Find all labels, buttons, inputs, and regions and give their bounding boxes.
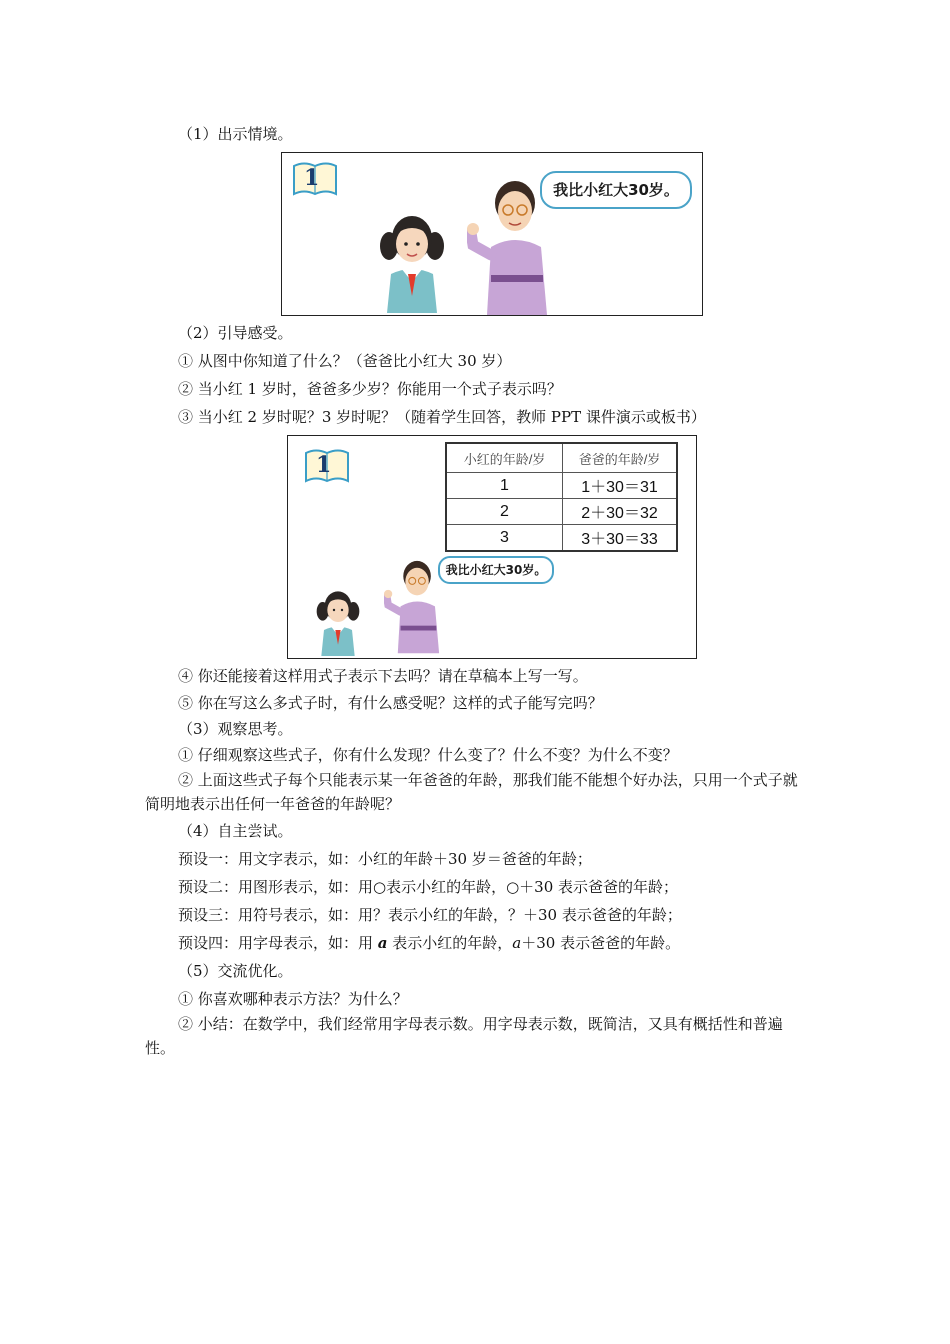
table-header-father: 爸爸的年龄/岁 bbox=[563, 443, 678, 473]
table-row bbox=[446, 525, 677, 552]
table-cell: 1＋30＝31 bbox=[563, 473, 678, 499]
preset-4-text-c: ＋30 表示爸爸的年龄。 bbox=[521, 934, 681, 952]
girl-xiaohong-icon bbox=[377, 208, 447, 313]
step4-preset-3: 预设三：用符号表示，如：用？表示小红的年龄，？＋30 表示爸爸的年龄； bbox=[178, 906, 682, 924]
step2-question-1: ① 从图中你知道了什么？（爸爸比小红大 30 岁） bbox=[178, 352, 512, 370]
step2-question-3: ③ 当小红 2 岁时呢？3 岁时呢？（随着学生回答，教师 PPT 课件演示或板书） bbox=[178, 408, 706, 426]
father-icon bbox=[384, 556, 446, 654]
table-cell: 3＋30＝33 bbox=[563, 525, 678, 552]
step5-summary: ② 小结：在数学中，我们经常用字母表示数。用字母表示数，既简洁，又具有概括性和普遍性。 bbox=[145, 1015, 783, 1057]
speech-bubble: 我比小红大30岁。 bbox=[438, 556, 554, 584]
step2-question-2: ② 当小红 1 岁时，爸爸多少岁？你能用一个式子表示吗？ bbox=[178, 380, 562, 398]
step4-preset-4 bbox=[178, 932, 680, 954]
table-row bbox=[446, 473, 677, 499]
table-cell: 1 bbox=[446, 473, 563, 499]
preset-4-text-a: 预设四：用字母表示，如：用 bbox=[178, 934, 378, 952]
step3-question-2: ② 上面这些式子每个只能表示某一年爸爸的年龄，那我们能不能想个好办法，只用一个式子就简明地表示出任何一年爸爸的年龄呢？ bbox=[145, 771, 798, 813]
step1-label: （1）出示情境。 bbox=[178, 125, 293, 143]
step4-preset-2: 预设二：用图形表示，如：用○表示小红的年龄，○＋30 表示爸爸的年龄； bbox=[178, 878, 679, 896]
table-row bbox=[446, 499, 677, 525]
step2-question-5: ⑤ 你在写这么多式子时，有什么感受呢？这样的式子能写完吗？ bbox=[178, 694, 603, 712]
variable-a: a bbox=[512, 934, 522, 952]
variable-a: a bbox=[377, 934, 388, 952]
book-number: 1 bbox=[304, 165, 320, 191]
step5-question-1: ① 你喜欢哪种表示方法？为什么？ bbox=[178, 990, 408, 1008]
table-cell: 3 bbox=[446, 525, 563, 552]
book-number: 1 bbox=[316, 452, 332, 478]
age-table bbox=[445, 442, 678, 552]
figure2-table-scene bbox=[287, 435, 697, 659]
speech-bubble: 我比小红大30岁。 bbox=[540, 171, 692, 209]
table-header-row bbox=[446, 443, 677, 473]
step2-label: （2）引导感受。 bbox=[178, 324, 293, 342]
step4-label: （4）自主尝试。 bbox=[178, 822, 293, 840]
step3-question-1: ① 仔细观察这些式子，你有什么发现？什么变了？什么不变？为什么不变？ bbox=[178, 746, 678, 764]
preset-4-text-b: 表示小红的年龄， bbox=[387, 934, 513, 952]
table-cell: 2＋30＝32 bbox=[563, 499, 678, 525]
step2-question-4: ④ 你还能接着这样用式子表示下去吗？请在草稿本上写一写。 bbox=[178, 667, 588, 685]
girl-xiaohong-icon bbox=[314, 586, 362, 656]
step4-preset-1: 预设一：用文字表示，如：小红的年龄＋30 岁＝爸爸的年龄； bbox=[178, 850, 592, 868]
step3-label: （3）观察思考。 bbox=[178, 720, 293, 738]
table-header-xiaohong: 小红的年龄/岁 bbox=[446, 443, 563, 473]
figure1-scene bbox=[281, 152, 703, 316]
step5-label: （5）交流优化。 bbox=[178, 962, 293, 980]
table-cell: 2 bbox=[446, 499, 563, 525]
